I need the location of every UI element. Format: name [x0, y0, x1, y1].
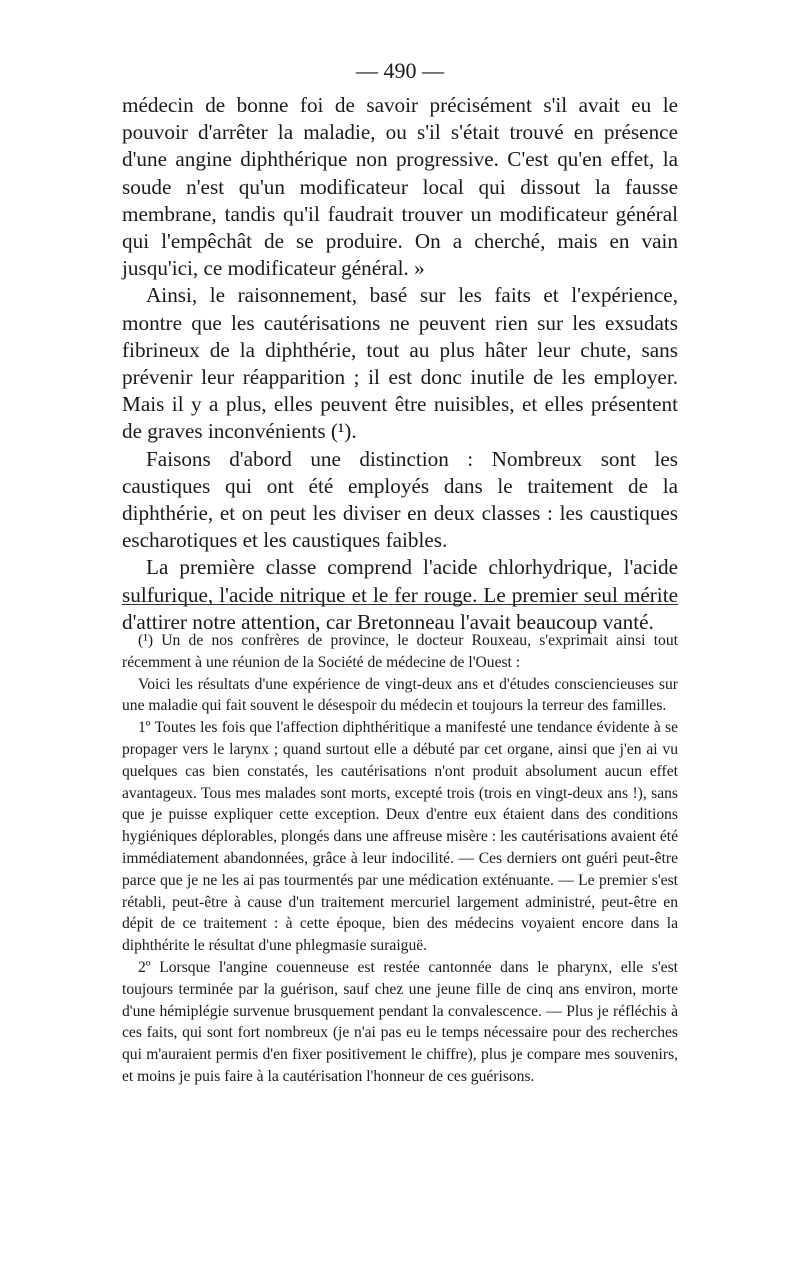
- footnote-paragraph: 2º Lorsque l'angine couenneuse est restée cantonnée dans le pharynx, elle s'est toujours terminée par la guérison, sauf chez une jeune fille de cinq ans environ, morte d'une hémiplégie survenue brusquement pendant la convalescence. — Plus je réfléchis à ces faits, qui sont fort nombreux (je n'ai pas eu le temps nécessaire pour des recherches qui m'auraient permis d'en fixer positivement le chiffre), plus je compare mes souvenirs, et moins je puis faire à la cautérisation l'honneur de ces guérisons.: [122, 958, 678, 1085]
- paragraph: La première classe comprend l'acide chlorhydrique, l'acide sulfurique, l'acide nitrique et le fer rouge. Le premier seul mérite d'attirer notre attention, car Bretonneau l'avait beaucoup vanté.: [122, 555, 678, 634]
- footnote: [122, 630, 678, 1088]
- paragraph: médecin de bonne foi de savoir précisément s'il avait eu le pouvoir d'arrêter la maladie, ou s'il s'était trouvé en présence d'une angine diphthérique non progressive. C'est qu'en effet, la soude n'est qu'un modificateur local qui dissout la fausse membrane, tandis qu'il faudrait trouver un modificateur général qui l'empêchât de se produire. On a cherché, mais en vain jusqu'ici, ce modificateur général. »: [122, 93, 678, 281]
- footnote-paragraph: (¹) Un de nos confrères de province, le docteur Rouxeau, s'exprimait ainsi tout récemment à une réunion de la Société de médecine de l'Ouest :: [122, 632, 678, 671]
- footnote-paragraph: Voici les résultats d'une expérience de vingt-deux ans et d'études consciencieuses sur une maladie qui fait souvent le désespoir du médecin et toujours la terreur des familles.: [122, 675, 678, 715]
- paragraph: Faisons d'abord une distinction : Nombreux sont les caustiques qui ont été employés dans le traitement de la diphthérie, et on peut les diviser en deux classes : les caustiques escharotiques et les caustiques faibles.: [122, 446, 678, 553]
- page-number: — 490 —: [356, 58, 444, 83]
- paragraph: Ainsi, le raisonnement, basé sur les faits et l'expérience, montre que les cautérisations ne peuvent rien sur les exsudats fibrineux de la diphthérie, tout au plus hâter leur chute, sans prévenir leur réapparition ; il est donc inutile de les employer. Mais il y a plus, elles peuvent être nuisibles, et elles présentent de graves inconvénients (¹).: [122, 283, 678, 444]
- footnote-separator: [122, 604, 678, 605]
- main-text: [122, 92, 678, 636]
- footnote-paragraph: 1º Toutes les fois que l'affection diphthéritique a manifesté une tendance évidente à se propager vers le larynx ; quand surtout elle a débuté par cet organe, ainsi que j'en ai vu quelques cas bien constatés, les cautérisations n'ont produit absolument aucun effet avantageux. Tous mes malades sont morts, excepté trois (trois en vingt-deux ans !), sans que je puisse expliquer cette exception. Deux d'entre eux étaient dans des conditions hygiéniques déplorables, plongés dans une affreuse misère : les cautérisations avaient été immédiatement abandonnées, grâce à leur indocilité. — Ces derniers ont guéri peut-être parce que je ne les ai pas tourmentés par une médication exténuante. — Le premier s'est rétabli, peut-être à cause d'un traitement mercuriel largement administré, peut-être en dépit de ce traitement : à cette époque, bien des médecins voyaient encore dans la diphthérite le résultat d'une phlegmasie suraiguë.: [122, 719, 678, 955]
